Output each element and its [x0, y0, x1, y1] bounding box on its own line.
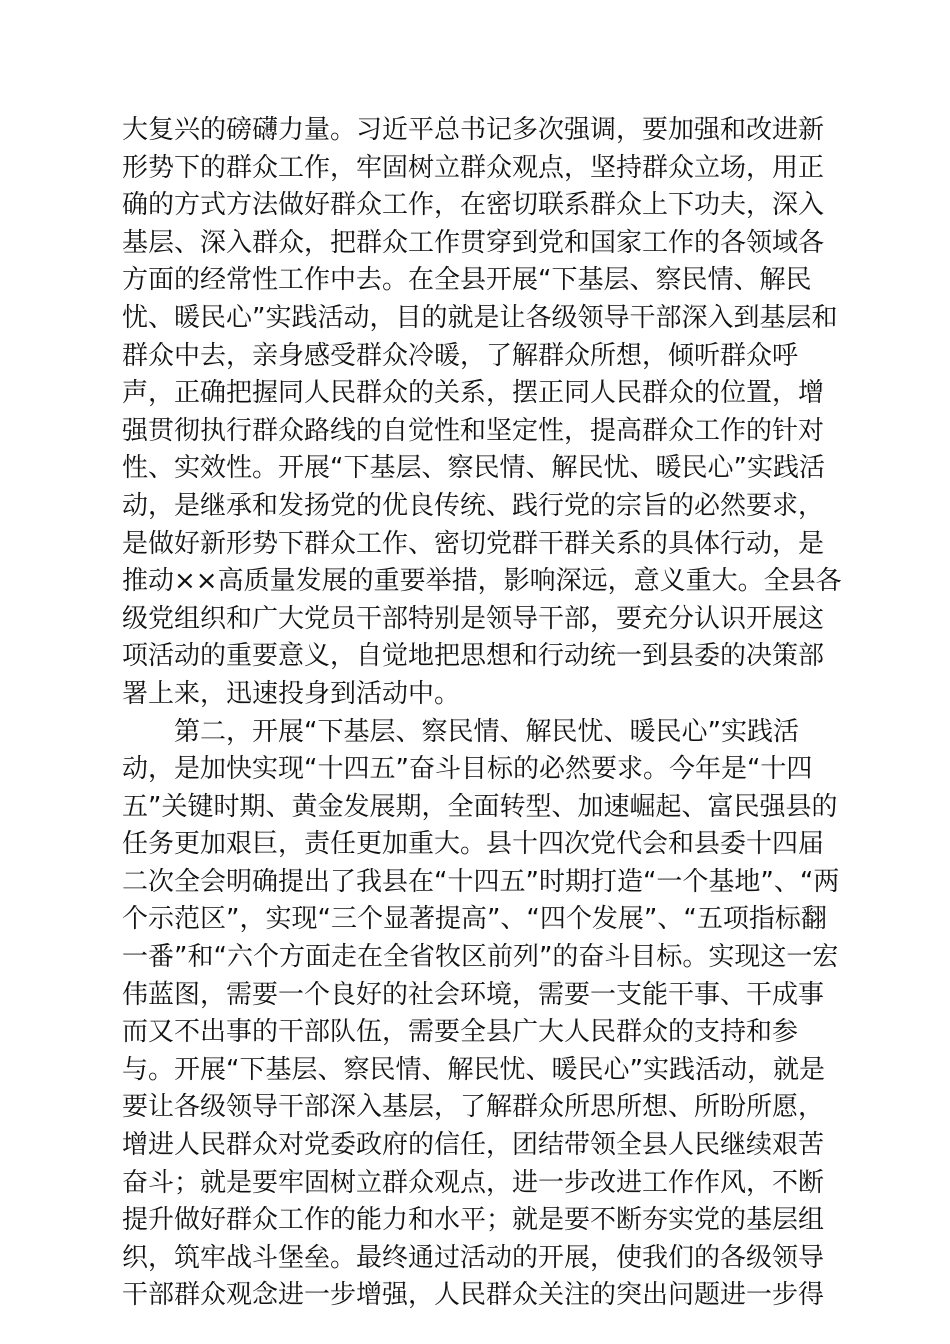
text-line: 干部群众观念进一步增强，人民群众关注的突出问题进一步得: [122, 1280, 825, 1311]
text-line: 群众中去，亲身感受群众冷暖，了解群众所想，倾听群众呼: [122, 340, 799, 371]
text-line: 项活动的重要意义，自觉地把思想和行动统一到县委的决策部: [122, 641, 825, 672]
text-line: 奋斗；就是要牢固树立群众观点，进一步改进工作作风，不断: [122, 1167, 825, 1198]
text-line: 五”关键时期、黄金发展期，全面转型、加速崛起、富民强县的: [122, 791, 838, 822]
text-line: 提升做好群众工作的能力和水平；就是要不断夯实党的基层组: [122, 1205, 825, 1236]
text-line: 形势下的群众工作，牢固树立群众观点，坚持群众立场，用正: [122, 152, 825, 183]
text-line: 确的方式方法做好群众工作，在密切联系群众上下功夫，深入: [122, 190, 825, 221]
text-line: 与。开展“下基层、察民情、解民忧、暖民心”实践活动，就是: [122, 1054, 825, 1085]
text-line: 大复兴的磅礴力量。习近平总书记多次强调，要加强和改进新: [122, 115, 825, 145]
text-line: 方面的经常性工作中去。在全县开展“下基层、察民情、解民: [122, 265, 812, 296]
text-line: 是做好新形势下群众工作、密切党群干群关系的具体行动，是: [122, 528, 825, 559]
text-line: 声，正确把握同人民群众的关系，摆正同人民群众的位置，增: [122, 378, 825, 409]
text-line: 任务更加艰巨，责任更加重大。县十四次党代会和县委十四届: [122, 829, 825, 860]
text-line: 增进人民群众对党委政府的信任，团结带领全县人民继续艰苦: [122, 1130, 825, 1161]
text-line: 推动××高质量发展的重要举措，影响深远，意义重大。全县各: [122, 566, 842, 597]
text-line: 个示范区”，实现“三个显著提高”、“四个发展”、“五项指标翻: [122, 904, 827, 935]
text-line: 基层、深入群众，把群众工作贯穿到党和国家工作的各领域各: [122, 227, 825, 258]
text-line: 动，是加快实现“十四五”奋斗目标的必然要求。今年是“十四: [122, 754, 813, 785]
text-line: 织，筑牢战斗堡垒。最终通过活动的开展，使我们的各级领导: [122, 1242, 825, 1273]
body-text: [122, 112, 842, 1315]
text-line: 动，是继承和发扬党的优良传统、践行党的宗旨的必然要求，: [122, 490, 825, 521]
paragraph-start-line: 第二，开展“下基层、察民情、解民忧、暖民心”实践活: [174, 716, 799, 747]
text-line: 二次全会明确提出了我县在“十四五”时期打造“一个基地”、“两: [122, 866, 840, 897]
text-line: 强贯彻执行群众路线的自觉性和坚定性，提高群众工作的针对: [122, 415, 825, 446]
text-line: 性、实效性。开展“下基层、察民情、解民忧、暖民心”实践活: [122, 453, 825, 484]
text-line: 一番”和“六个方面走在全省牧区前列”的奋斗目标。实现这一宏: [122, 942, 839, 973]
text-line: 要让各级领导干部深入基层，了解群众所思所想、所盼所愿，: [122, 1092, 825, 1123]
text-line: 忧、暖民心”实践活动，目的就是让各级领导干部深入到基层和: [122, 302, 838, 333]
text-line: 而又不出事的干部队伍，需要全县广大人民群众的支持和参: [122, 1017, 799, 1048]
text-line: 署上来，迅速投身到活动中。: [122, 678, 461, 709]
text-line: 级党组织和广大党员干部特别是领导干部，要充分认识开展这: [122, 603, 825, 634]
text-line: 伟蓝图，需要一个良好的社会环境，需要一支能干事、干成事: [122, 979, 825, 1010]
